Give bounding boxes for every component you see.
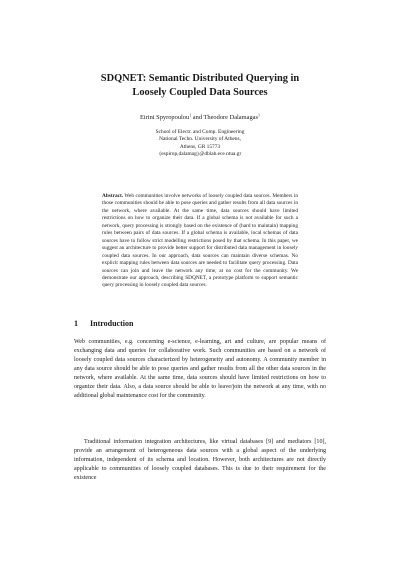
affiliation-mark: 1 [189, 112, 192, 118]
affiliation-email: {espirop,dalamag}@dblab.ece.ntua.gr [158, 151, 242, 158]
abstract-label: Abstract. [102, 193, 124, 199]
title-line-2: Loosely Coupled Data Sources [132, 87, 268, 98]
author-separator: and [191, 114, 204, 121]
body-paragraph: Web communities, e.g. concerning e-science, e-learning, art and culture, are popular means of exchanging data and queries for collaborative work. Such communities are based on a network of loosely coupled data sources characterized by heterogeneity and autonomy. A community member in any data source should be able to pose queries and gather results from all the other data sources in the network, where available. At the same time, data sources should have limited restrictions on how to organize their data. Also, a data source should be able to leave/join the network at any time, with no additional global maintenance cost for the community. [74, 339, 326, 399]
affiliation-line: School of Electr. and Comp. Engineering [155, 129, 245, 135]
abstract-text: Web communities involve networks of loosely coupled data sources. Members in those communities should be able to pose queries and gather results from all data sources in the network, where available. At the same time, data sources should have limited restrictions on how to organize their data. If a global schema is not available for such a network, query processing is strongly based on the existence of (hard to maintain) mapping rules between pairs of data sources. If a global schema is available, local schemas of data sources have to follow strict modelling restrictions posed by that schema. In this paper, we suggest an architecture to provide better support for distributed data management in loosely coupled data sources. In our approach, data sources can maintain diverse schemas. No explicit mapping rules between data sources are needed to facilitate query processing. Data sources can join and leave the network any time, at no cost for the community. We demonstrate our approach, describing SDQNET, a prototype platform to support semantic query processing in loosely coupled data sources. [102, 193, 298, 289]
affiliation [60, 129, 340, 159]
author-name: Theodore Dalamagas [203, 114, 258, 121]
section-number: 1 [74, 319, 78, 328]
abstract [102, 193, 298, 290]
paper-title [60, 72, 340, 100]
affiliation-line: National Techn. University of Athens, [159, 136, 241, 143]
section-heading [74, 319, 133, 329]
title-line-1: SDQNET: Semantic Distributed Querying in [100, 73, 300, 84]
affiliation-line: Athens, GR 15773 [179, 143, 221, 150]
author-name: Eirini Spyropoulou [140, 114, 190, 121]
section-title: Introduction [90, 319, 134, 328]
author-list [60, 114, 340, 122]
body-paragraph: Traditional information integration architectures, like virtual databases [9] and mediators [10], provide an arrangement of heterogeneous data sources with a global aspect of the underlying information, independent of its schema and location. However, both architectures are not directly applicable to communities of loosely coupled databases. This is due to their requirement for the existence [74, 439, 326, 481]
affiliation-mark: 1 [257, 112, 260, 118]
